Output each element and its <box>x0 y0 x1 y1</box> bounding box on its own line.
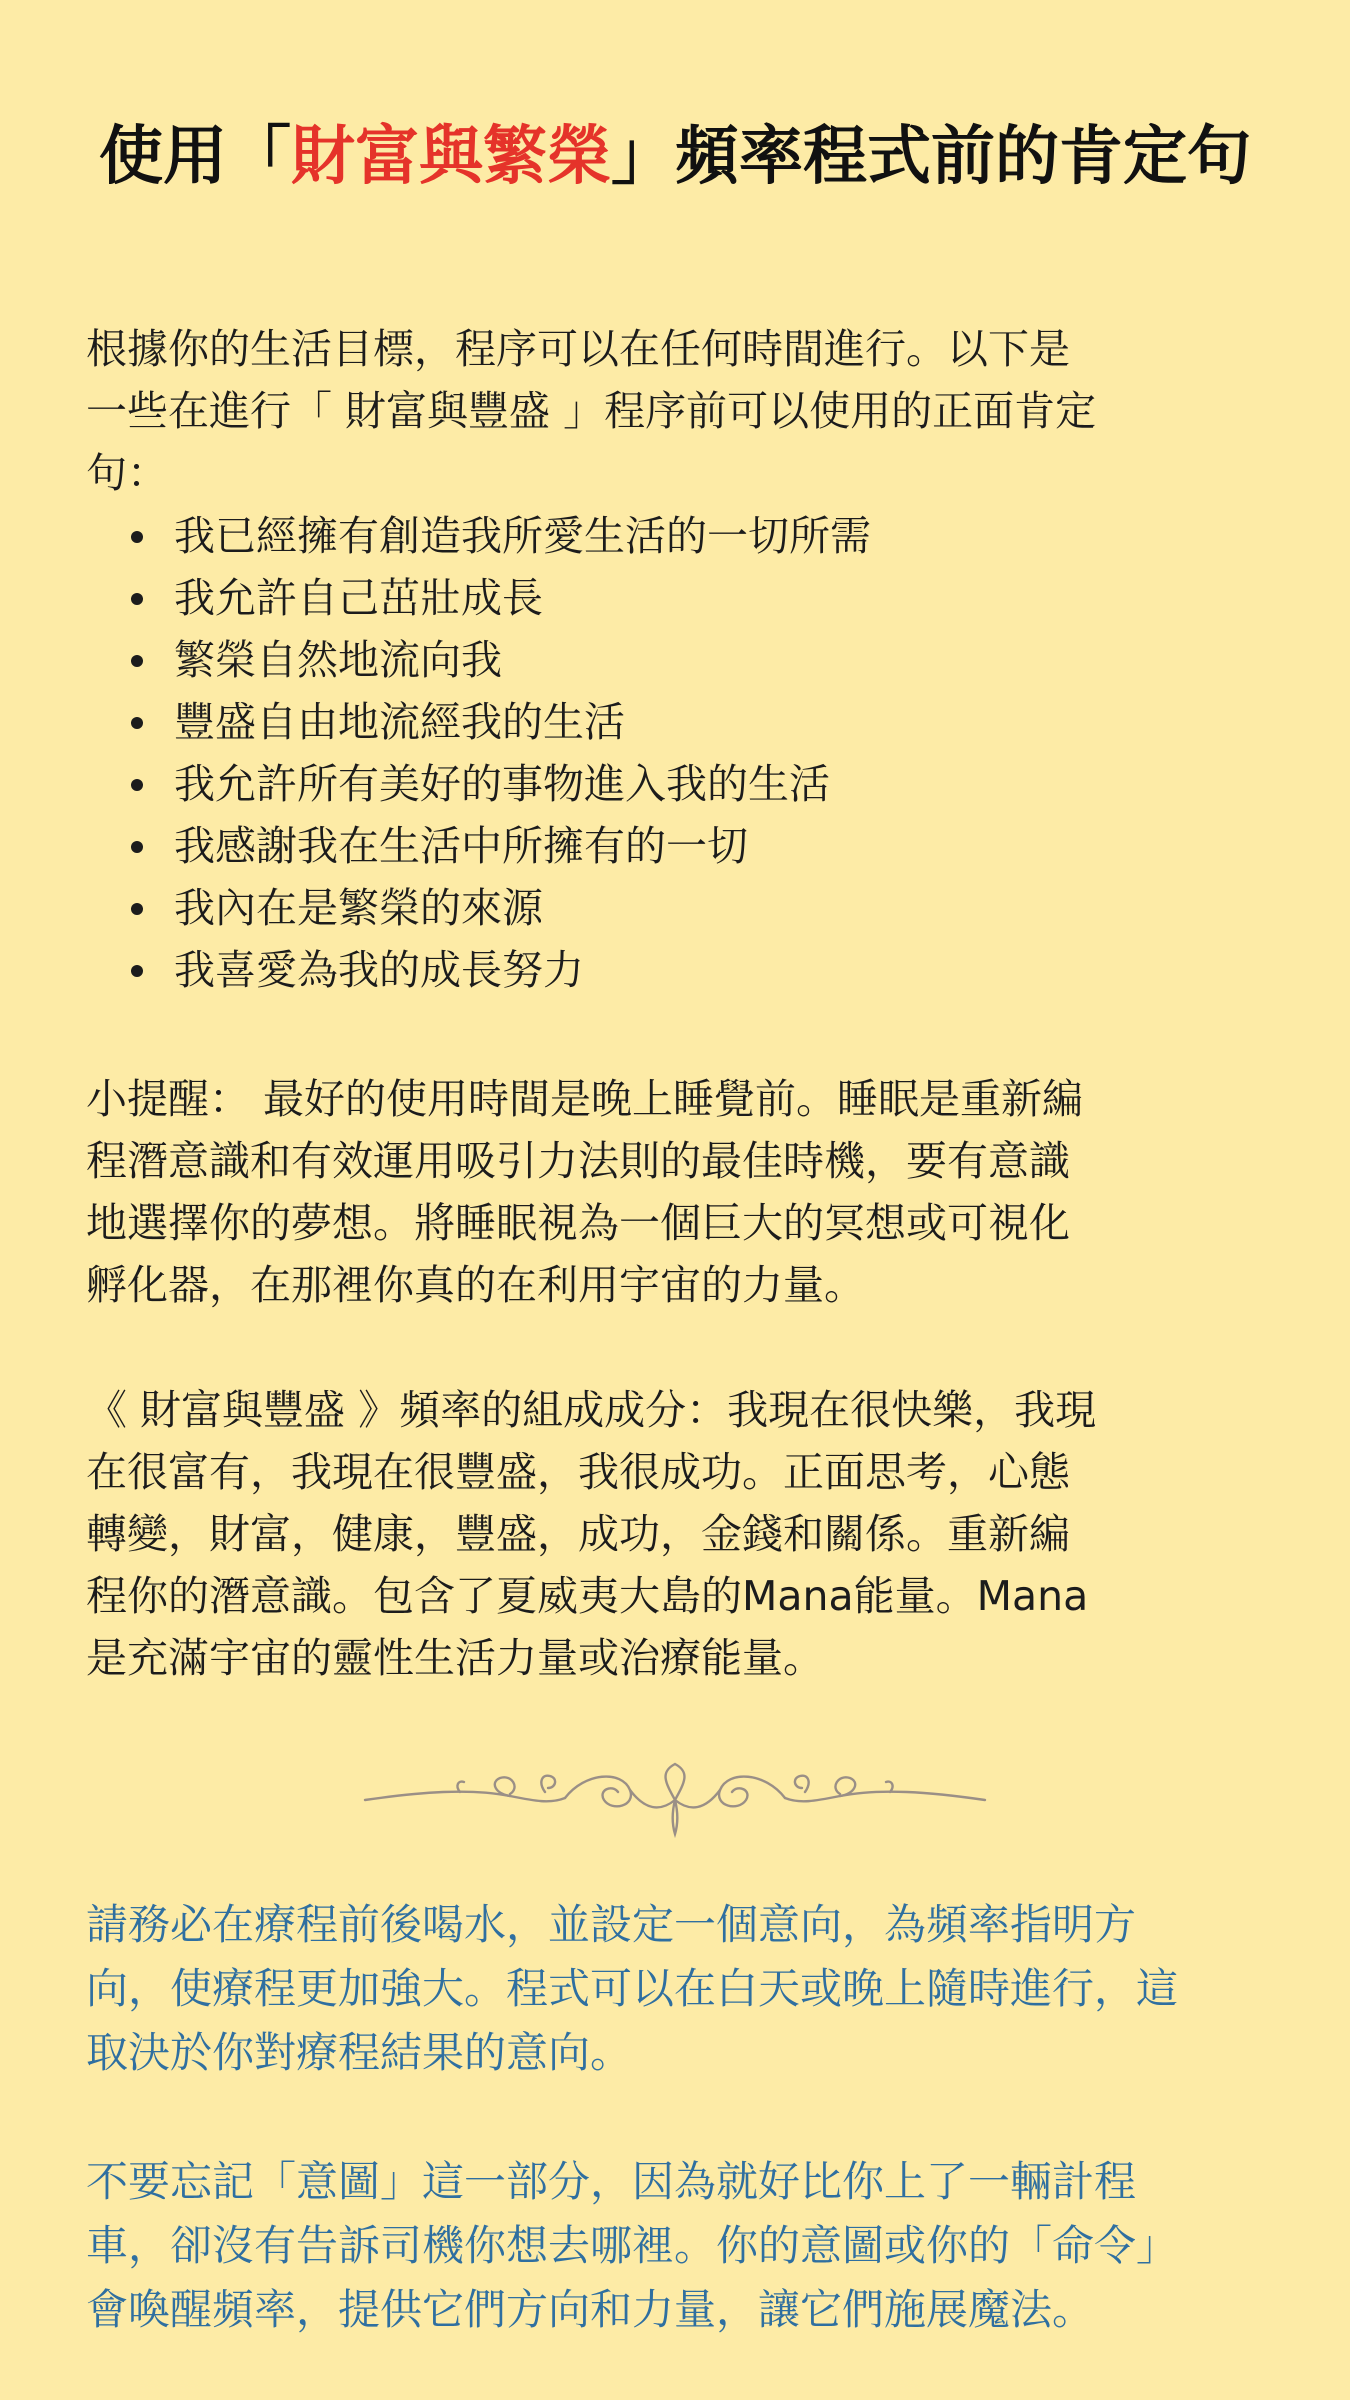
title-prefix: 使用「 <box>99 120 291 194</box>
bullet-icon <box>131 841 143 853</box>
intent-note <box>86 2150 1266 2342</box>
bullet-icon <box>131 779 143 791</box>
page-title <box>0 112 1350 202</box>
intent-note-line: 不要忘記「意圖」這一部分，因為就好比你上了一輛計程 <box>86 2157 1137 2206</box>
affirmation-text: 我喜愛為我的成長努力 <box>174 946 584 994</box>
tip-line: 小提醒： 最好的使用時間是晚上睡覺前。睡眠是重新編 <box>86 1075 1084 1123</box>
affirmation-item <box>86 567 1266 629</box>
water-note <box>86 1893 1266 2085</box>
tip-line: 程潛意識和有效運用吸引力法則的最佳時機，要有意識 <box>86 1137 1070 1185</box>
intro-line: 一些在進行「 財富與豐盛 」程序前可以使用的正面肯定 <box>86 387 1097 435</box>
affirmation-item <box>86 877 1266 939</box>
affirmation-item <box>86 629 1266 691</box>
title-suffix: 」頻率程式前的肯定句 <box>611 120 1251 194</box>
affirmation-item <box>86 753 1266 815</box>
intro-line: 根據你的生活目標，程序可以在任何時間進行。以下是 <box>86 325 1070 373</box>
ornamental-flourish-icon <box>360 1752 990 1842</box>
affirmation-text: 繁榮自然地流向我 <box>174 636 502 684</box>
intent-note-line: 車，卻沒有告訴司機你想去哪裡。你的意圖或你的「命令」 <box>86 2221 1179 2270</box>
components-line: 《 財富與豐盛 》頻率的組成成分：我現在很快樂，我現 <box>86 1386 1097 1434</box>
bullet-icon <box>131 903 143 915</box>
affirmation-item <box>86 939 1266 1001</box>
affirmation-text: 我允許自己茁壯成長 <box>174 574 543 622</box>
water-note-line: 向，使療程更加強大。程式可以在白天或晚上隨時進行，這 <box>86 1964 1179 2013</box>
water-note-line: 取決於你對療程結果的意向。 <box>86 2028 633 2077</box>
intro-line: 句： <box>86 449 168 497</box>
affirmation-list <box>86 505 1266 1001</box>
components-line: 程你的潛意識。包含了夏威夷大島的Mana能量。Mana <box>86 1572 1089 1620</box>
water-note-line: 請務必在療程前後喝水，並設定一個意向，為頻率指明方 <box>86 1900 1137 1949</box>
bullet-icon <box>131 965 143 977</box>
tip-paragraph <box>86 1068 1266 1316</box>
intro-paragraph <box>86 318 1266 504</box>
title-highlight: 財富與繁榮 <box>291 120 611 194</box>
affirmation-item <box>86 815 1266 877</box>
affirmation-text: 我已經擁有創造我所愛生活的一切所需 <box>174 512 871 560</box>
tip-line: 孵化器，在那裡你真的在利用宇宙的力量。 <box>86 1261 865 1309</box>
bullet-icon <box>131 655 143 667</box>
components-line: 在很富有，我現在很豐盛，我很成功。正面思考，心態 <box>86 1448 1070 1496</box>
affirmation-text: 豐盛自由地流經我的生活 <box>174 698 625 746</box>
intent-note-line: 會喚醒頻率，提供它們方向和力量，讓它們施展魔法。 <box>86 2285 1095 2334</box>
bullet-icon <box>131 593 143 605</box>
bullet-icon <box>131 717 143 729</box>
components-line: 轉變，財富，健康，豐盛，成功，金錢和關係。重新編 <box>86 1510 1070 1558</box>
tip-line: 地選擇你的夢想。將睡眠視為一個巨大的冥想或可視化 <box>86 1199 1070 1247</box>
affirmation-text: 我內在是繁榮的來源 <box>174 884 543 932</box>
affirmation-text: 我允許所有美好的事物進入我的生活 <box>174 760 830 808</box>
bullet-icon <box>131 531 143 543</box>
components-line: 是充滿宇宙的靈性生活力量或治療能量。 <box>86 1634 824 1682</box>
affirmation-item <box>86 505 1266 567</box>
affirmation-item <box>86 691 1266 753</box>
affirmation-text: 我感謝我在生活中所擁有的一切 <box>174 822 748 870</box>
components-paragraph <box>86 1379 1266 1689</box>
